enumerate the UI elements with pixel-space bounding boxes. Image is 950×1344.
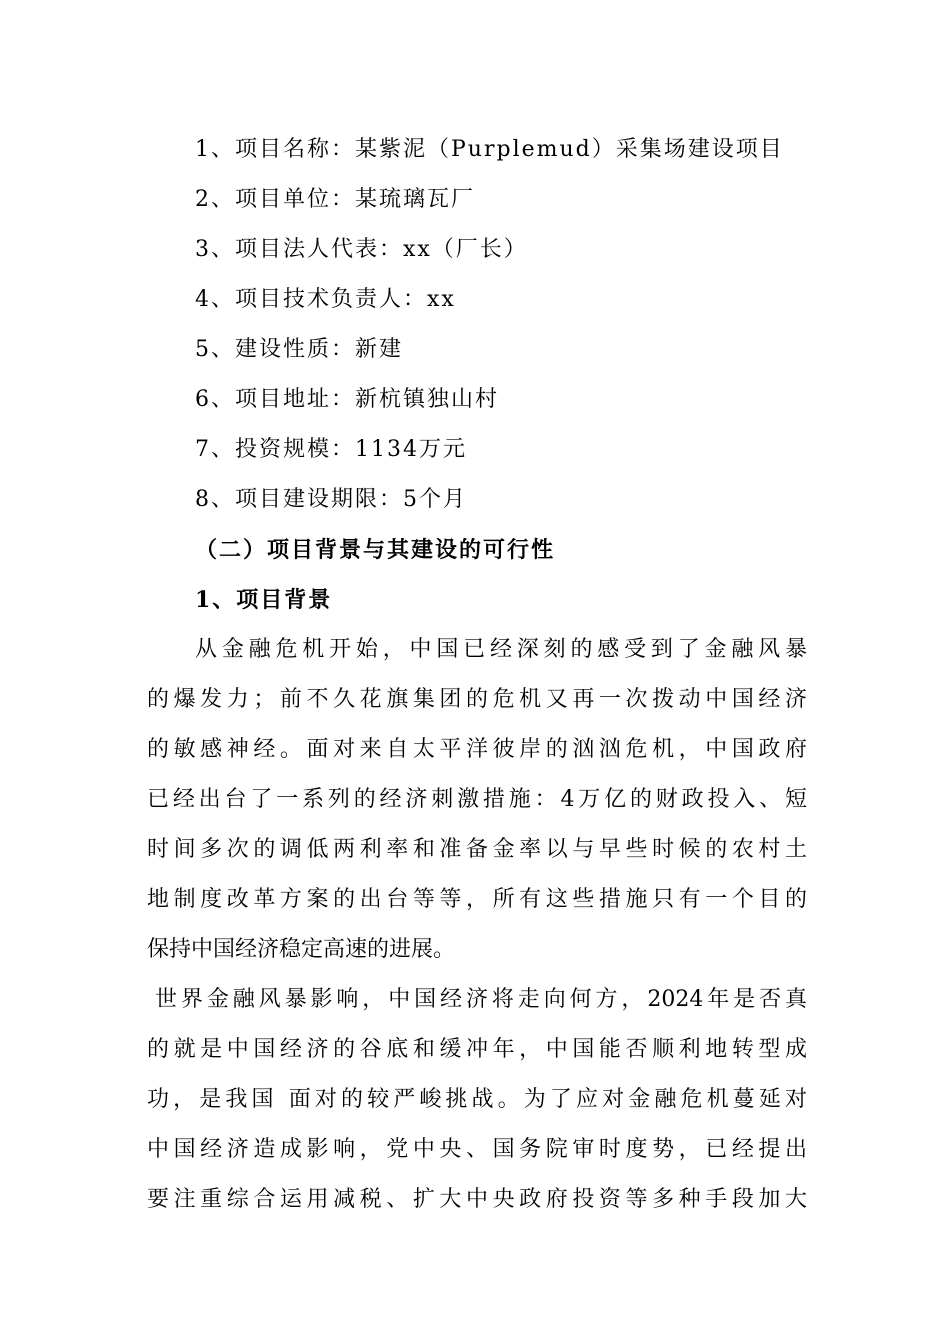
project-info-item-nature: 5、建设性质：新建 bbox=[195, 337, 403, 362]
background-paragraph-1 bbox=[147, 628, 807, 978]
paragraph-line: 的就是中国经济的谷底和缓冲年，中国能否顺利地转型成 bbox=[147, 1037, 807, 1062]
paragraph-line: 要注重综合运用减税、扩大中央政府投资等多种手段加大 bbox=[147, 1187, 807, 1212]
project-info-item-unit: 2、项目单位：某琉璃瓦厂 bbox=[195, 187, 475, 212]
paragraph-line: 的爆发力；前不久花旗集团的危机又再一次拨动中国经济 bbox=[147, 687, 807, 712]
project-info-item-legal-rep: 3、项目法人代表：xx（厂长） bbox=[195, 237, 528, 262]
paragraph-line: 功，是我国 面对的较严峻挑战。为了应对金融危机蔓延对 bbox=[147, 1087, 807, 1112]
project-info-item-period: 8、项目建设期限：5个月 bbox=[195, 487, 467, 512]
paragraph-line: 中国经济造成影响，党中央、国务院审时度势，已经提出 bbox=[147, 1137, 807, 1162]
paragraph-line: 从金融危机开始，中国已经深刻的感受到了金融风暴 bbox=[195, 637, 807, 662]
background-paragraph-2 bbox=[147, 978, 807, 1228]
paragraph-line: 时间多次的调低两利率和准备金率以与早些时候的农村土 bbox=[147, 837, 807, 862]
section-heading: （二）项目背景与其建设的可行性 bbox=[195, 537, 556, 563]
paragraph-line: 已经出台了一系列的经济刺激措施：4万亿的财政投入、短 bbox=[147, 787, 807, 812]
project-info-item-tech-lead: 4、项目技术负责人：xx bbox=[195, 287, 456, 312]
project-info-item-address: 6、项目地址：新杭镇独山村 bbox=[195, 387, 499, 412]
project-info-list bbox=[195, 128, 835, 528]
sub-heading: 1、项目背景 bbox=[195, 587, 333, 613]
paragraph-line: 保持中国经济稳定高速的进展。 bbox=[147, 937, 456, 962]
paragraph-line: 地制度改革方案的出台等等，所有这些措施只有一个目的 bbox=[147, 887, 807, 912]
project-info-item-investment: 7、投资规模：1134万元 bbox=[195, 437, 467, 462]
paragraph-line: 的敏感神经。面对来自太平洋彼岸的汹汹危机，中国政府 bbox=[147, 737, 807, 762]
paragraph-line: 世界金融风暴影响，中国经济将走向何方，2024年是否真 bbox=[155, 987, 807, 1012]
project-info-item-name: 1、项目名称：某紫泥（Purplemud）采集场建设项目 bbox=[195, 137, 784, 162]
